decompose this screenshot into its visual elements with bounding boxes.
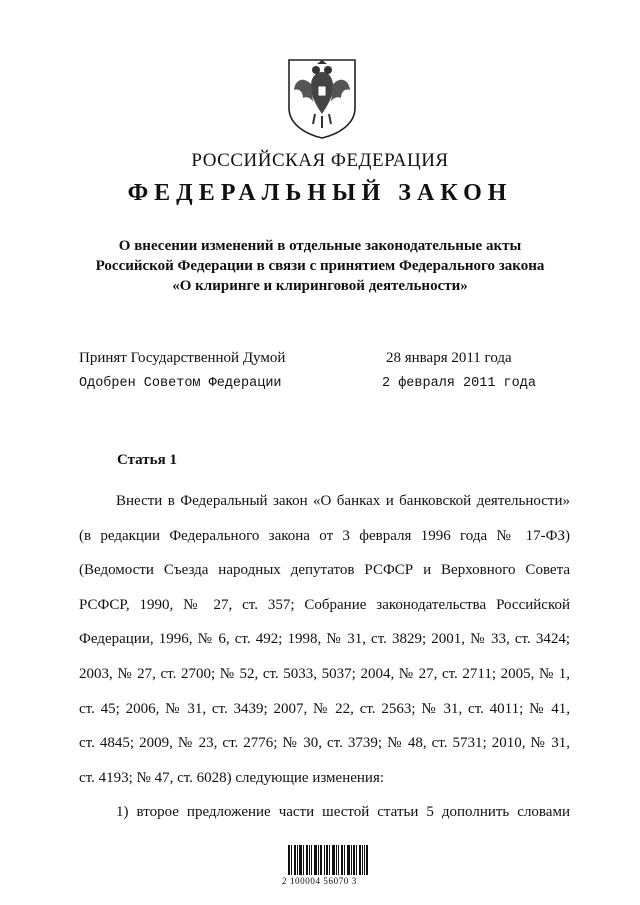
duma-adoption-date: 28 января 2011 года	[386, 350, 512, 366]
law-title-line: О внесении изменений в отдельные законодательные акты	[118, 238, 522, 254]
article-line: 2003, № 27, ст. 2700; № 52, ст. 5033, 5037; 2004, № 27, ст. 2711; 2005, № 1,	[79, 665, 570, 682]
article-line: Внести в Федеральный закон «О банках и банковской деятельности»	[116, 493, 570, 509]
article-line: ст. 4193; № 47, ст. 6028) следующие изменения:	[79, 769, 385, 786]
council-approval-date: 2 февраля 2011 года	[382, 376, 536, 391]
council-approval-label: Одобрен Советом Федерации	[79, 376, 282, 391]
article-line: РСФСР, 1990, № 27, ст. 357; Собрание законодательства Российской	[79, 596, 570, 613]
article-line: (в редакции Федерального закона от 3 февраля 1996 года № 17-ФЗ)	[79, 527, 570, 544]
duma-adoption-label: Принят Государственной Думой	[79, 350, 286, 366]
document-type-title: ФЕДЕРАЛЬНЫЙ ЗАКОН	[127, 180, 513, 206]
law-title-line: Российской Федерации в связи с принятием Федерального закона	[95, 258, 545, 274]
article-line: (Ведомости Съезда народных депутатов РСФСР и Верховного Совета	[79, 562, 570, 579]
article-line: ст. 45; 2006, № 31, ст. 3439; 2007, № 22, ст. 2563; № 31, ст. 4011; № 41,	[79, 700, 570, 717]
article-line: 1) второе предложение части шестой статьи 5 дополнить словами	[116, 804, 570, 821]
barcode	[288, 845, 368, 875]
article-heading: Статья 1	[117, 452, 177, 468]
article-line: ст. 4845; 2009, № 23, ст. 2776; № 30, ст. 3739; № 48, ст. 5731; 2010, № 31,	[79, 735, 570, 752]
law-title-line: «О клиринге и клиринговой деятельности»	[172, 278, 468, 294]
article-line: Федерации, 1996, № 6, ст. 492; 1998, № 31, ст. 3829; 2001, № 33, ст. 3424;	[79, 631, 570, 648]
country-name: РОССИЙСКАЯ ФЕДЕРАЦИЯ	[191, 150, 449, 171]
article-body	[79, 484, 570, 830]
coat-of-arms-emblem	[287, 58, 357, 140]
barcode-number: 2 100004 56070 3	[282, 876, 357, 886]
law-title	[40, 236, 600, 296]
